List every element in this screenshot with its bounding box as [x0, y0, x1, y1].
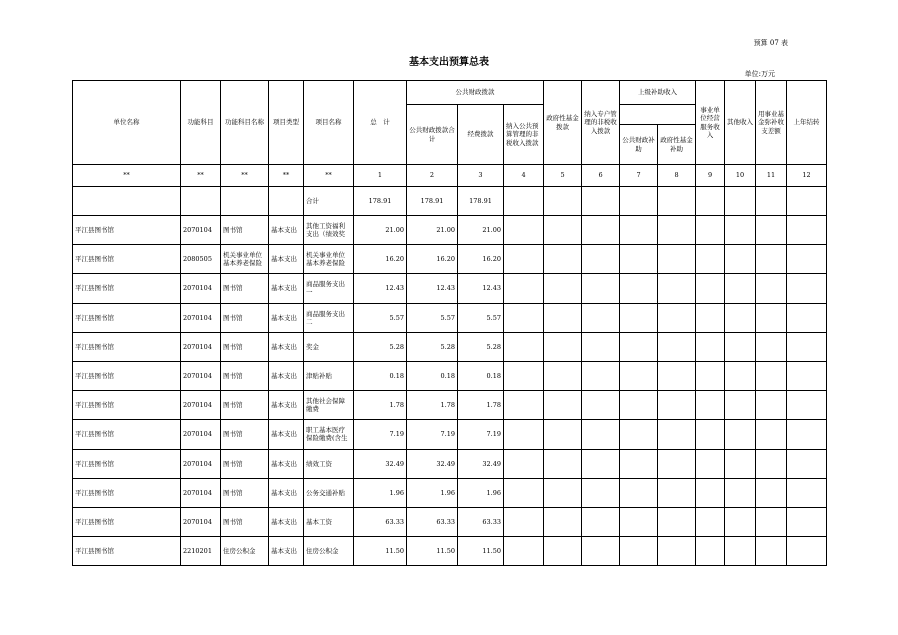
project-name-cell-text: 津贴补贴 — [306, 371, 332, 380]
empty-cell — [725, 361, 756, 390]
func-name-cell-text: 图书馆 — [223, 517, 243, 526]
total-cell: 11.50 — [354, 537, 407, 566]
header-funding: 经费拨款 — [458, 105, 504, 165]
empty-cell — [582, 478, 620, 507]
empty-cell — [504, 361, 544, 390]
empty-cell — [658, 361, 696, 390]
func-name-cell-text: 住房公积金 — [223, 547, 256, 556]
empty-cell — [544, 361, 582, 390]
project-name-cell — [304, 361, 354, 390]
empty-cell — [620, 391, 658, 420]
empty-cell — [504, 245, 544, 274]
empty-cell — [787, 361, 827, 390]
header-unit-name: 单位名称 — [73, 81, 181, 165]
empty-cell — [620, 507, 658, 536]
empty-cell — [544, 303, 582, 332]
empty-cell — [658, 391, 696, 420]
empty-cell — [756, 303, 787, 332]
func-name-cell-text: 图书馆 — [223, 226, 243, 235]
total-cell: 16.20 — [354, 245, 407, 274]
empty-cell — [725, 391, 756, 420]
unit-name-cell: 平江县图书馆 — [73, 274, 181, 303]
project-type-cell: 基本支出 — [269, 449, 304, 478]
total-cell: 0.18 — [354, 361, 407, 390]
project-type-cell: 基本支出 — [269, 507, 304, 536]
func-name-cell — [221, 274, 269, 303]
func-code-cell: 2070104 — [181, 274, 221, 303]
funding-cell: 7.19 — [458, 420, 504, 449]
func-code-cell: 2070104 — [181, 478, 221, 507]
empty-cell — [696, 361, 725, 390]
project-type-cell: 基本支出 — [269, 274, 304, 303]
table-row — [73, 332, 827, 361]
empty-cell — [725, 332, 756, 361]
empty-cell — [658, 478, 696, 507]
empty-cell — [544, 478, 582, 507]
index-cell: 3 — [458, 165, 504, 187]
empty-cell — [582, 507, 620, 536]
subtotal-cell: 12.43 — [407, 274, 458, 303]
project-name-cell-text: 其他工资福利支出（绩效奖 — [306, 221, 345, 239]
func-code-cell: 2070104 — [181, 216, 221, 245]
project-name-cell — [304, 507, 354, 536]
func-name-cell-text: 图书馆 — [223, 371, 243, 380]
func-name-cell — [221, 449, 269, 478]
empty-cell — [725, 274, 756, 303]
header-nontax-in-public: 纳入公共预算管理的非税收入拨款 — [504, 105, 544, 165]
index-cell: ** — [181, 165, 221, 187]
empty-cell — [725, 420, 756, 449]
funding-cell: 12.43 — [458, 274, 504, 303]
func-name-cell — [221, 507, 269, 536]
index-cell: ** — [73, 165, 181, 187]
index-cell: 8 — [658, 165, 696, 187]
index-cell: 11 — [756, 165, 787, 187]
func-name-cell — [221, 478, 269, 507]
empty-cell — [756, 420, 787, 449]
header-other-income: 其他收入 — [725, 81, 756, 165]
project-name-cell — [304, 537, 354, 566]
empty-cell — [620, 303, 658, 332]
page-title: 基本支出预算总表 — [409, 57, 489, 68]
project-name-cell — [304, 303, 354, 332]
empty-cell — [696, 245, 725, 274]
funding-cell: 63.33 — [458, 507, 504, 536]
empty-cell — [504, 507, 544, 536]
func-name-cell — [221, 303, 269, 332]
funding-cell: 11.50 — [458, 537, 504, 566]
empty-cell — [504, 303, 544, 332]
empty-cell — [504, 449, 544, 478]
empty-cell — [620, 537, 658, 566]
subtotal-cell: 5.28 — [407, 332, 458, 361]
empty-cell — [544, 391, 582, 420]
table-row — [73, 274, 827, 303]
empty-cell — [756, 332, 787, 361]
empty-cell — [725, 537, 756, 566]
func-code-cell: 2210201 — [181, 537, 221, 566]
empty-cell — [504, 332, 544, 361]
table-row — [73, 216, 827, 245]
empty-cell — [725, 478, 756, 507]
func-code-cell: 2070104 — [181, 332, 221, 361]
func-name-cell — [221, 245, 269, 274]
empty-cell — [620, 449, 658, 478]
unit-name-cell: 平江县图书馆 — [73, 507, 181, 536]
empty-cell — [582, 449, 620, 478]
unit-name-cell: 平江县图书馆 — [73, 537, 181, 566]
empty-cell — [504, 391, 544, 420]
unit-name-cell: 平江县图书馆 — [73, 303, 181, 332]
total-cell: 5.57 — [354, 303, 407, 332]
budget-table — [72, 80, 827, 566]
header-gov-fund: 政府性基金拨款 — [544, 81, 582, 165]
project-name-cell-text: 商品服务支出一 — [306, 280, 345, 297]
project-type-cell: 基本支出 — [269, 537, 304, 566]
funding-cell: 5.57 — [458, 303, 504, 332]
empty-cell — [756, 449, 787, 478]
index-cell: 12 — [787, 165, 827, 187]
empty-cell — [756, 478, 787, 507]
unit-name-cell: 平江县图书馆 — [73, 391, 181, 420]
func-name-cell-text: 图书馆 — [223, 342, 243, 351]
empty-cell — [696, 216, 725, 245]
table-row — [73, 537, 827, 566]
func-name-cell-text: 图书馆 — [223, 488, 243, 497]
empty-cell — [725, 303, 756, 332]
func-name-cell-text: 机关事业单位基本养老保险 — [223, 251, 262, 268]
empty-cell — [582, 332, 620, 361]
empty-cell — [620, 274, 658, 303]
empty-cell — [544, 216, 582, 245]
header-func-name: 功能科目名称 — [221, 81, 269, 165]
func-code-cell: 2070104 — [181, 420, 221, 449]
empty-cell — [620, 332, 658, 361]
empty-cell — [658, 420, 696, 449]
unit-name-cell: 平江县图书馆 — [73, 332, 181, 361]
empty-cell — [696, 449, 725, 478]
table-row — [73, 449, 827, 478]
func-name-cell — [221, 420, 269, 449]
func-code-cell: 2070104 — [181, 303, 221, 332]
func-name-cell — [221, 361, 269, 390]
empty-cell — [504, 420, 544, 449]
empty-cell — [787, 478, 827, 507]
func-name-cell — [221, 391, 269, 420]
funding-cell: 32.49 — [458, 449, 504, 478]
func-name-cell-text: 图书馆 — [223, 313, 243, 322]
empty-cell — [504, 216, 544, 245]
unit-name-cell: 平江县图书馆 — [73, 478, 181, 507]
project-name-cell — [304, 449, 354, 478]
empty-cell — [582, 391, 620, 420]
header-superior-subsidy: 上级补助收入 — [620, 81, 696, 105]
empty-cell — [756, 507, 787, 536]
project-type-cell: 基本支出 — [269, 361, 304, 390]
project-name-cell-text: 职工基本医疗保险缴费(含生 — [306, 426, 348, 443]
subtotal-cell: 7.19 — [407, 420, 458, 449]
empty-cell — [725, 245, 756, 274]
empty-cell — [504, 537, 544, 566]
empty-cell — [696, 507, 725, 536]
funding-cell: 21.00 — [458, 216, 504, 245]
header-public-fiscal: 公共财政拨款 — [407, 81, 544, 105]
empty-cell — [658, 274, 696, 303]
total-cell: 21.00 — [354, 216, 407, 245]
empty-cell — [620, 361, 658, 390]
header-superior-gov-fund: 政府性基金补助 — [658, 125, 696, 165]
index-cell: 10 — [725, 165, 756, 187]
table-row — [73, 507, 827, 536]
func-code-cell: 2070104 — [181, 507, 221, 536]
header-public-subtotal: 公共财政拨款合计 — [407, 105, 458, 165]
subtotal-cell: 1.78 — [407, 391, 458, 420]
empty-cell — [620, 245, 658, 274]
unit-name-cell: 平江县图书馆 — [73, 361, 181, 390]
func-name-cell-text: 图书馆 — [223, 459, 243, 468]
empty-cell — [658, 245, 696, 274]
empty-cell — [756, 216, 787, 245]
header-fund-balance: 用事业基金弥补收支差额 — [756, 81, 787, 165]
empty-cell — [544, 420, 582, 449]
project-name-cell-text: 机关事业单位基本养老保险 — [306, 251, 345, 268]
empty-cell — [787, 391, 827, 420]
index-cell: 7 — [620, 165, 658, 187]
table-row — [73, 478, 827, 507]
total-label: 合计 — [304, 187, 354, 216]
subtotal-cell: 16.20 — [407, 245, 458, 274]
empty-cell — [787, 245, 827, 274]
total-cell: 1.96 — [354, 478, 407, 507]
empty-cell — [696, 332, 725, 361]
empty-cell — [756, 391, 787, 420]
empty-cell — [582, 216, 620, 245]
empty-cell — [787, 216, 827, 245]
total-cell: 32.49 — [354, 449, 407, 478]
subtotal-cell: 63.33 — [407, 507, 458, 536]
project-type-cell: 基本支出 — [269, 332, 304, 361]
table-row — [73, 361, 827, 390]
empty-cell — [620, 420, 658, 449]
empty-cell — [696, 478, 725, 507]
subtotal-cell: 11.50 — [407, 537, 458, 566]
empty-cell — [658, 537, 696, 566]
project-type-cell: 基本支出 — [269, 420, 304, 449]
project-type-cell: 基本支出 — [269, 478, 304, 507]
index-cell: ** — [304, 165, 354, 187]
index-cell: 4 — [504, 165, 544, 187]
header-superior-public: 公共财政补助 — [620, 125, 658, 165]
project-name-cell — [304, 420, 354, 449]
total-cell: 12.43 — [354, 274, 407, 303]
empty-cell — [787, 303, 827, 332]
func-name-cell-text: 图书馆 — [223, 401, 243, 410]
project-name-cell-text: 其他社会保障缴费 — [306, 397, 345, 414]
empty-cell — [544, 245, 582, 274]
empty-cell — [544, 274, 582, 303]
empty-cell — [696, 537, 725, 566]
total-subtotal: 178.91 — [407, 187, 458, 216]
empty-cell — [756, 537, 787, 566]
project-name-cell — [304, 216, 354, 245]
empty-cell — [544, 449, 582, 478]
funding-cell: 1.78 — [458, 391, 504, 420]
empty-cell — [787, 537, 827, 566]
empty-cell — [582, 361, 620, 390]
func-code-cell: 2070104 — [181, 391, 221, 420]
empty-cell — [582, 274, 620, 303]
empty-cell — [696, 391, 725, 420]
empty-cell — [787, 274, 827, 303]
empty-cell — [582, 537, 620, 566]
empty-cell — [582, 420, 620, 449]
index-cell: 6 — [582, 165, 620, 187]
empty-cell — [787, 449, 827, 478]
project-name-cell-text: 绩效工资 — [306, 459, 332, 468]
empty-cell — [725, 507, 756, 536]
empty-cell — [582, 245, 620, 274]
project-type-cell: 基本支出 — [269, 245, 304, 274]
subtotal-cell: 5.57 — [407, 303, 458, 332]
index-cell: 5 — [544, 165, 582, 187]
func-name-cell-text: 图书馆 — [223, 284, 243, 293]
empty-cell — [696, 274, 725, 303]
header-func-code: 功能科目 — [181, 81, 221, 165]
header-special-nontax: 纳入专户管理的非税收入拨款 — [582, 81, 620, 165]
funding-cell: 5.28 — [458, 332, 504, 361]
func-code-cell: 2070104 — [181, 449, 221, 478]
project-name-cell-text: 公务交通补贴 — [306, 488, 345, 497]
project-type-cell: 基本支出 — [269, 216, 304, 245]
empty-cell — [756, 245, 787, 274]
subtotal-cell: 21.00 — [407, 216, 458, 245]
empty-cell — [756, 361, 787, 390]
func-name-cell — [221, 216, 269, 245]
project-type-cell: 基本支出 — [269, 391, 304, 420]
total-cell: 7.19 — [354, 420, 407, 449]
unit-name-cell: 平江县图书馆 — [73, 449, 181, 478]
index-cell: ** — [269, 165, 304, 187]
index-row — [73, 165, 827, 187]
empty-cell — [504, 478, 544, 507]
index-cell: ** — [221, 165, 269, 187]
empty-cell — [787, 332, 827, 361]
total-row — [73, 187, 827, 216]
total-total: 178.91 — [354, 187, 407, 216]
funding-cell: 16.20 — [458, 245, 504, 274]
project-name-cell — [304, 332, 354, 361]
empty-cell — [658, 332, 696, 361]
header-total: 总 计 — [354, 81, 407, 165]
subtotal-cell: 1.96 — [407, 478, 458, 507]
header-project-name: 项目名称 — [304, 81, 354, 165]
empty-cell — [787, 507, 827, 536]
func-name-cell-text: 图书馆 — [223, 430, 243, 439]
func-code-cell: 2070104 — [181, 361, 221, 390]
form-number: 预算 07 表 — [753, 39, 788, 47]
funding-cell: 1.96 — [458, 478, 504, 507]
empty-cell — [658, 303, 696, 332]
total-cell: 1.78 — [354, 391, 407, 420]
total-cell: 63.33 — [354, 507, 407, 536]
funding-cell: 0.18 — [458, 361, 504, 390]
table-row — [73, 420, 827, 449]
project-type-cell: 基本支出 — [269, 303, 304, 332]
project-name-cell-text: 商品服务支出二 — [306, 309, 345, 326]
subtotal-cell: 32.49 — [407, 449, 458, 478]
empty-cell — [658, 507, 696, 536]
project-name-cell — [304, 391, 354, 420]
empty-cell — [696, 303, 725, 332]
table-row — [73, 391, 827, 420]
empty-cell — [725, 216, 756, 245]
project-name-cell — [304, 274, 354, 303]
project-name-cell — [304, 478, 354, 507]
subtotal-cell: 0.18 — [407, 361, 458, 390]
project-name-cell-text: 住房公积金 — [306, 547, 339, 556]
unit-name-cell: 平江县图书馆 — [73, 245, 181, 274]
empty-cell — [620, 478, 658, 507]
unit-label: 单位:万元 — [744, 70, 775, 78]
empty-cell — [620, 216, 658, 245]
func-name-cell — [221, 332, 269, 361]
unit-name-cell: 平江县图书馆 — [73, 420, 181, 449]
func-code-cell: 2080505 — [181, 245, 221, 274]
project-name-cell-text: 基本工资 — [306, 517, 332, 526]
header-project-type: 项目类型 — [269, 81, 304, 165]
index-cell: 2 — [407, 165, 458, 187]
empty-cell — [658, 216, 696, 245]
empty-cell — [756, 274, 787, 303]
table-row — [73, 303, 827, 332]
empty-cell — [544, 332, 582, 361]
empty-cell — [787, 420, 827, 449]
empty-cell — [658, 449, 696, 478]
func-name-cell — [221, 537, 269, 566]
index-cell: 9 — [696, 165, 725, 187]
index-cell: 1 — [354, 165, 407, 187]
total-funding: 178.91 — [458, 187, 504, 216]
total-cell: 5.28 — [354, 332, 407, 361]
empty-cell — [504, 274, 544, 303]
header-business-income: 事业单位经营服务收入 — [696, 81, 725, 165]
project-name-cell-text: 奖金 — [306, 342, 319, 351]
table-row — [73, 245, 827, 274]
header-carryover: 上年结转 — [787, 81, 827, 165]
empty-cell — [725, 449, 756, 478]
unit-name-cell: 平江县图书馆 — [73, 216, 181, 245]
empty-cell — [696, 420, 725, 449]
project-name-cell — [304, 245, 354, 274]
empty-cell — [544, 537, 582, 566]
empty-cell — [582, 303, 620, 332]
empty-cell — [544, 507, 582, 536]
